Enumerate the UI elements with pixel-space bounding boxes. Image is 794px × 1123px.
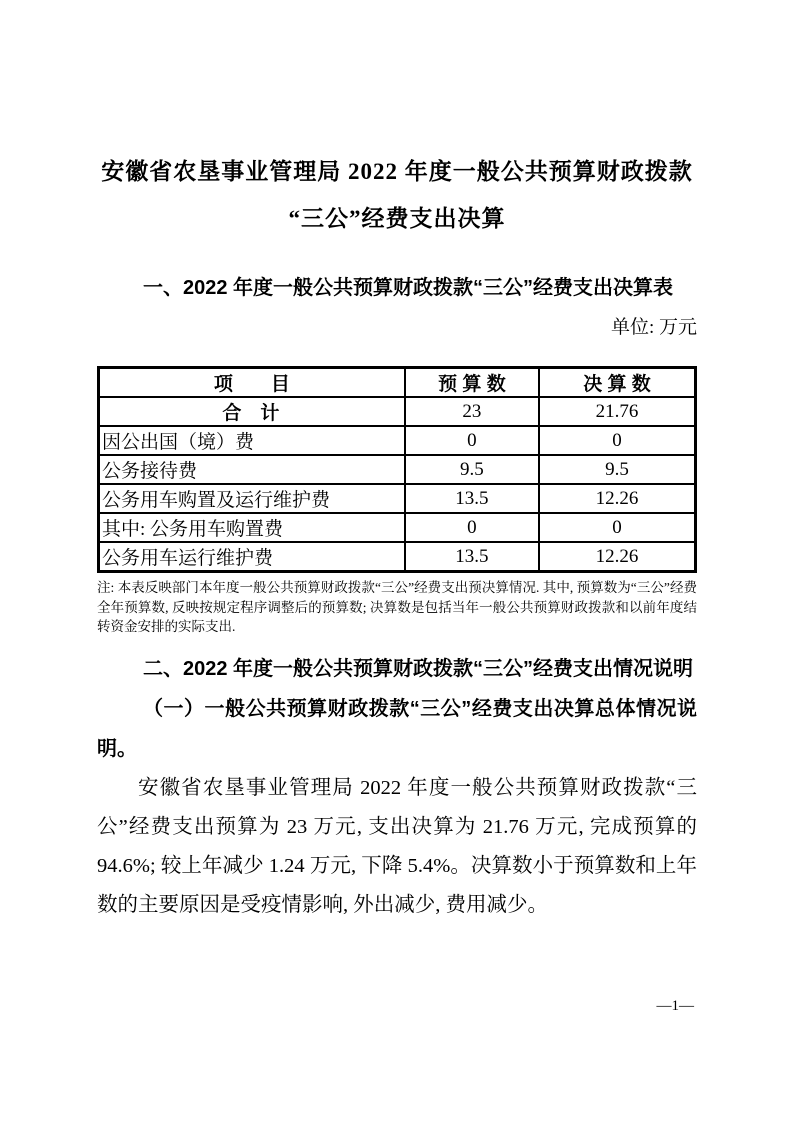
item-cell: 因公出国（境）费 xyxy=(99,426,405,455)
table-row xyxy=(99,542,696,572)
budget-cell: 0 xyxy=(405,426,539,455)
item-cell: 合 计 xyxy=(99,397,405,426)
section1-heading: 一、2022 年度一般公共预算财政拨款“三公”经费支出决算表 xyxy=(143,277,674,299)
table-row xyxy=(99,513,696,542)
table-row xyxy=(99,397,696,426)
header-item: 项 目 xyxy=(99,368,405,398)
page-number: —1— xyxy=(656,998,694,1014)
table-header-row xyxy=(99,368,696,398)
budget-cell: 9.5 xyxy=(405,455,539,484)
final-cell: 9.5 xyxy=(539,455,695,484)
header-budget: 预 算 数 xyxy=(405,368,539,398)
final-cell: 21.76 xyxy=(539,397,695,426)
budget-cell: 0 xyxy=(405,513,539,542)
final-cell: 0 xyxy=(539,513,695,542)
document-title-line1: 安徽省农垦事业管理局 2022 年度一般公共预算财政拨款 xyxy=(101,159,693,184)
table-row xyxy=(99,484,696,513)
expense-table xyxy=(97,366,697,573)
item-cell: 公务用车运行维护费 xyxy=(99,542,405,572)
table-row xyxy=(99,455,696,484)
section2-heading: 二、2022 年度一般公共预算财政拨款“三公”经费支出情况说明 xyxy=(143,657,694,680)
final-cell: 12.26 xyxy=(539,484,695,513)
budget-cell: 13.5 xyxy=(405,542,539,572)
document-title-line2: “三公”经费支出决算 xyxy=(288,206,506,231)
section2-paragraph: 安徽省农垦事业管理局 2022 年度一般公共预算财政拨款“三公”经费支出预算为 23 万元, 支出决算为 21.76 万元, 完成预算的 94.6%; 较上年减少 1.24 万元, 下降 5.4%。决算数小于预算数和上年数的主要原因是受疫情影响, 外出减少, 费用减少。 xyxy=(97,776,697,916)
table-note: 注: 本表反映部门本年度一般公共预算财政拨款“三公”经费支出预决算情况. 其中, 预算数为“三公”经费全年预算数, 反映按规定程序调整后的预算数; 决算数是包括当年一般公共预算财政拨款和以前年度结转资金安排的实际支出. xyxy=(97,580,697,635)
table-row xyxy=(99,426,696,455)
budget-cell: 23 xyxy=(405,397,539,426)
item-cell: 其中: 公务用车购置费 xyxy=(99,513,405,542)
final-cell: 0 xyxy=(539,426,695,455)
budget-cell: 13.5 xyxy=(405,484,539,513)
item-cell: 公务用车购置及运行维护费 xyxy=(99,484,405,513)
final-cell: 12.26 xyxy=(539,542,695,572)
header-final: 决 算 数 xyxy=(539,368,695,398)
section2-subsection-heading: （一）一般公共预算财政拨款“三公”经费支出决算总体情况说明。 xyxy=(97,697,697,760)
item-cell: 公务接待费 xyxy=(99,455,405,484)
unit-label: 单位: 万元 xyxy=(610,317,697,338)
